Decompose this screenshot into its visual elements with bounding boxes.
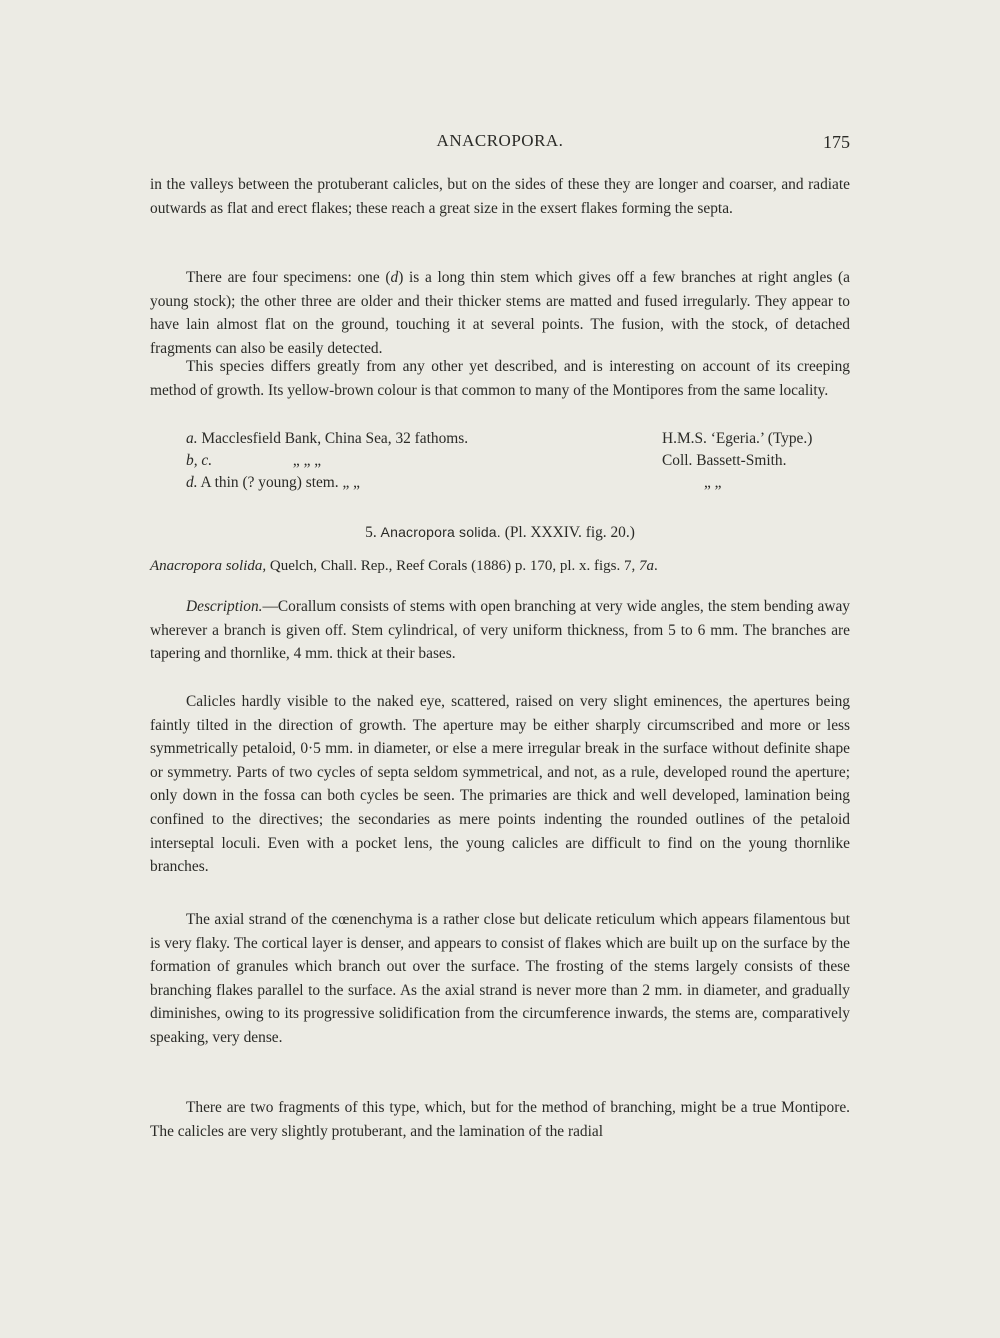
specimen-locality bbox=[186, 472, 360, 494]
specimen-source: Coll. Bassett-Smith. bbox=[662, 452, 787, 469]
species-heading bbox=[150, 524, 850, 542]
ditto-marks: „ „ „ bbox=[292, 452, 322, 469]
paragraph-text: Calicles hardly visible to the naked eye, scattered, raised on very slight eminences, the apertures being faintly tilted in the direction of growth. The aperture may be either sharply circumscribed and more or less symmetrically petaloid, 0·5 mm. in diameter, or else a mere irregular break in the surface without definite shape or symmetry. Parts of two cycles of septa seldom symmetrical, and not, as a rule, developed round the aperture; only down in the fossa can both cycles be seen. The primaries are thick and well developed, lamination being confined to the directives; the secondaries as mere points indenting the rounded outlines of the petaloid interseptal loculi. Even with a pocket lens, the young calicles are difficult to find on the young thornlike branches. bbox=[150, 693, 850, 876]
specimen-text: A thin (? young) stem. „ „ bbox=[200, 474, 360, 491]
text-run: There are four specimens: one ( bbox=[186, 269, 391, 286]
specimen-row bbox=[150, 450, 850, 472]
running-head bbox=[150, 131, 850, 157]
synonym-name: Anacropora solida, bbox=[150, 558, 267, 574]
specimen-key: d. bbox=[186, 474, 198, 491]
specimen-key: a. bbox=[186, 430, 198, 447]
page-number: 175 bbox=[823, 132, 850, 152]
specimen-row bbox=[150, 472, 850, 494]
specimen-list bbox=[150, 428, 850, 494]
specimen-text: Macclesfield Bank, China Sea, 32 fathoms. bbox=[201, 430, 469, 447]
description-label: Description. bbox=[186, 598, 263, 615]
paragraph-text bbox=[150, 266, 850, 360]
paragraph-text: in the valleys between the protuberant calicles, but on the sides of these they are longer and coarser, and radiate outwards as flat and erect flakes; these reach a great size in the exsert flakes forming the septa. bbox=[150, 176, 850, 217]
paragraph-species-differs bbox=[150, 355, 850, 402]
text-run: —Corallum consists of stems with open branching at very wide angles, the stem bending away wherever a branch is given off. Stem cylindrical, of very uniform thickness, from 5 to 6 mm. The branches are tapering and thornlike, 4 mm. thick at their bases. bbox=[150, 598, 850, 663]
plate-reference: (Pl. XXXIV. fig. 20.) bbox=[504, 524, 635, 541]
paragraph-continued bbox=[150, 173, 850, 220]
synonymy-line bbox=[150, 558, 850, 575]
specimen-locality bbox=[186, 450, 321, 472]
figure-ref: 7a bbox=[639, 558, 654, 574]
ditto-marks: „ „ bbox=[704, 474, 722, 491]
text-run: ) is a long thin stem which gives off a few branches at right angles (a young stock); the other three are older and their thicker stems are matted and fused irregularly. They appear to have lain almost flat on the ground, touching it at several points. The fusion, with the stock, of detached fragments can also be easily detected. bbox=[150, 269, 850, 357]
species-number: 5. bbox=[365, 524, 377, 541]
paragraph-text: The axial strand of the cœnenchyma is a rather close but delicate reticulum which appears filamentous but is very flaky. The cortical layer is denser, and appears to consist of flakes which are built up on the surface by the formation of granules which branch out over the surface. The frosting of the stems largely consists of these branching flakes parallel to the surface. As the axial strand is never more than 2 mm. in diameter, and gradually diminishes, owing to its progressive solidification from the circumference inwards, the stems are, comparatively speaking, very dense. bbox=[150, 911, 850, 1046]
paragraph-description bbox=[150, 595, 850, 666]
specimen-row bbox=[150, 428, 850, 450]
paragraph-text: There are two fragments of this type, which, but for the method of branching, might be a true Montipore. The calicles are very slightly protuberant, and the lamination of the radial bbox=[150, 1099, 850, 1140]
specimen-key: b, c. bbox=[186, 452, 213, 469]
paragraph-text bbox=[150, 595, 850, 666]
paragraph-fragments bbox=[150, 1096, 850, 1143]
specimen-source: H.M.S. ‘Egeria.’ (Type.) bbox=[662, 430, 813, 447]
paragraph-calicles bbox=[150, 690, 850, 879]
synonym-citation: Quelch, Chall. Rep., Reef Corals (1886) p. 170, pl. x. figs. 7, bbox=[266, 558, 639, 574]
species-name: Anacropora solida. bbox=[380, 524, 501, 540]
specimen-letter: d bbox=[390, 269, 399, 286]
paragraph-axial-strand bbox=[150, 908, 850, 1050]
paragraph-specimens-count bbox=[150, 266, 850, 360]
specimen-locality bbox=[186, 428, 468, 450]
running-title: ANACROPORA. bbox=[436, 131, 564, 150]
text-run: . bbox=[654, 558, 658, 574]
paragraph-text: This species differs greatly from any other yet described, and is interesting on account of its creeping method of growth. Its yellow-brown colour is that common to many of the Montipores from the same locality. bbox=[150, 358, 850, 399]
